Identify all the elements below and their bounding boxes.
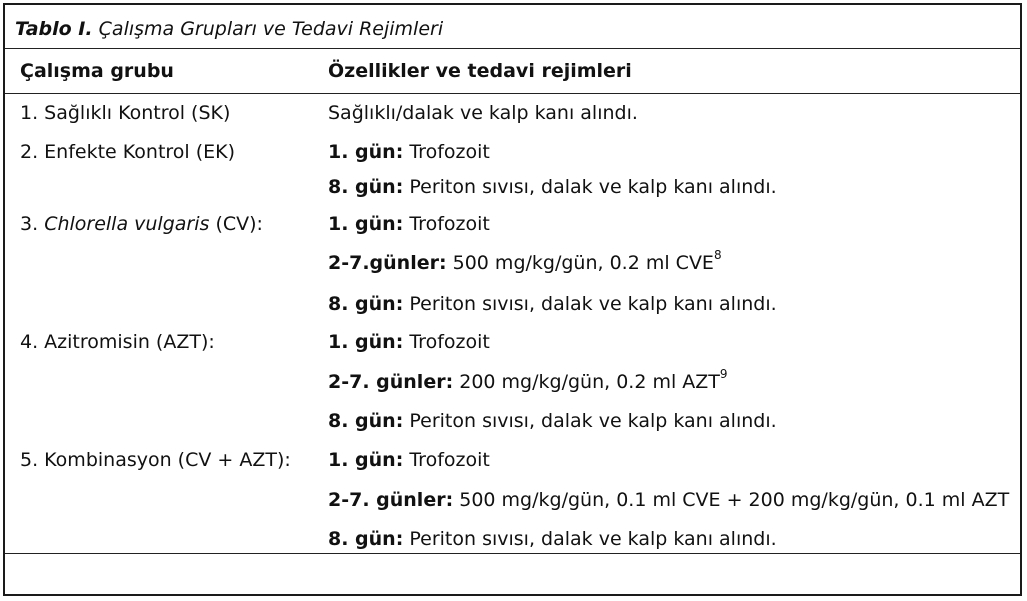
group-label: 5. Kombinasyon (CV + AZT): <box>20 449 291 471</box>
group-label-species: Chlorella vulgaris <box>44 213 210 235</box>
day-label: 8. gün: <box>328 410 404 432</box>
day-label: 2-7. günler: <box>328 371 454 393</box>
detail-text: Sağlıklı/dalak ve kalp kanı alındı. <box>328 102 638 124</box>
detail-text: 500 mg/kg/gün, 0.2 ml CVE <box>452 252 714 274</box>
detail-text: Trofozoit <box>409 213 490 235</box>
detail-row <box>328 248 722 274</box>
group-label: 1. Sağlıklı Kontrol (SK) <box>20 102 231 124</box>
detail-row <box>328 410 777 432</box>
detail-text: Periton sıvısı, dalak ve kalp kanı alındı. <box>409 176 777 198</box>
table-bottom-rule <box>5 553 1020 554</box>
detail-row <box>328 449 490 471</box>
footnote-ref: 8 <box>713 248 722 262</box>
group-label-prefix: 3. <box>20 213 39 235</box>
caption-title: Çalışma Grupları ve Tedavi Rejimleri <box>98 18 444 40</box>
table-caption <box>15 18 443 40</box>
table-frame <box>3 3 1022 596</box>
detail-row <box>328 528 777 550</box>
caption-label: Tablo I. <box>15 18 93 40</box>
detail-text: Periton sıvısı, dalak ve kalp kanı alındı. <box>409 410 777 432</box>
detail-row <box>328 176 777 198</box>
detail-text: 200 mg/kg/gün, 0.2 ml AZT <box>459 371 720 393</box>
group-label <box>20 213 263 235</box>
detail-row <box>328 293 777 315</box>
group-label-suffix: (CV): <box>215 213 263 235</box>
detail-row <box>328 213 490 235</box>
header-divider <box>5 93 1020 94</box>
detail-row <box>328 102 638 124</box>
detail-row <box>328 367 728 393</box>
group-label: 4. Azitromisin (AZT): <box>20 331 215 353</box>
caption-divider <box>5 48 1020 49</box>
detail-text: Periton sıvısı, dalak ve kalp kanı alındı. <box>409 528 777 550</box>
day-label: 1. gün: <box>328 449 404 471</box>
day-label: 2-7.günler: <box>328 252 447 274</box>
header-details: Özellikler ve tedavi rejimleri <box>328 60 632 82</box>
detail-row <box>328 331 490 353</box>
detail-row <box>328 141 490 163</box>
day-label: 1. gün: <box>328 331 404 353</box>
group-label: 2. Enfekte Kontrol (EK) <box>20 141 236 163</box>
detail-row <box>328 489 1009 511</box>
day-label: 8. gün: <box>328 528 404 550</box>
detail-text: 500 mg/kg/gün, 0.1 ml CVE + 200 mg/kg/gün, 0.1 ml AZT <box>459 489 1010 511</box>
footnote-ref: 9 <box>719 367 728 381</box>
day-label: 8. gün: <box>328 176 404 198</box>
detail-text: Periton sıvısı, dalak ve kalp kanı alındı. <box>409 293 777 315</box>
day-label: 2-7. günler: <box>328 489 454 511</box>
day-label: 1. gün: <box>328 141 404 163</box>
detail-text: Trofozoit <box>409 449 490 471</box>
header-group: Çalışma grubu <box>20 60 174 82</box>
detail-text: Trofozoit <box>409 331 490 353</box>
day-label: 8. gün: <box>328 293 404 315</box>
detail-text: Trofozoit <box>409 141 490 163</box>
day-label: 1. gün: <box>328 213 404 235</box>
